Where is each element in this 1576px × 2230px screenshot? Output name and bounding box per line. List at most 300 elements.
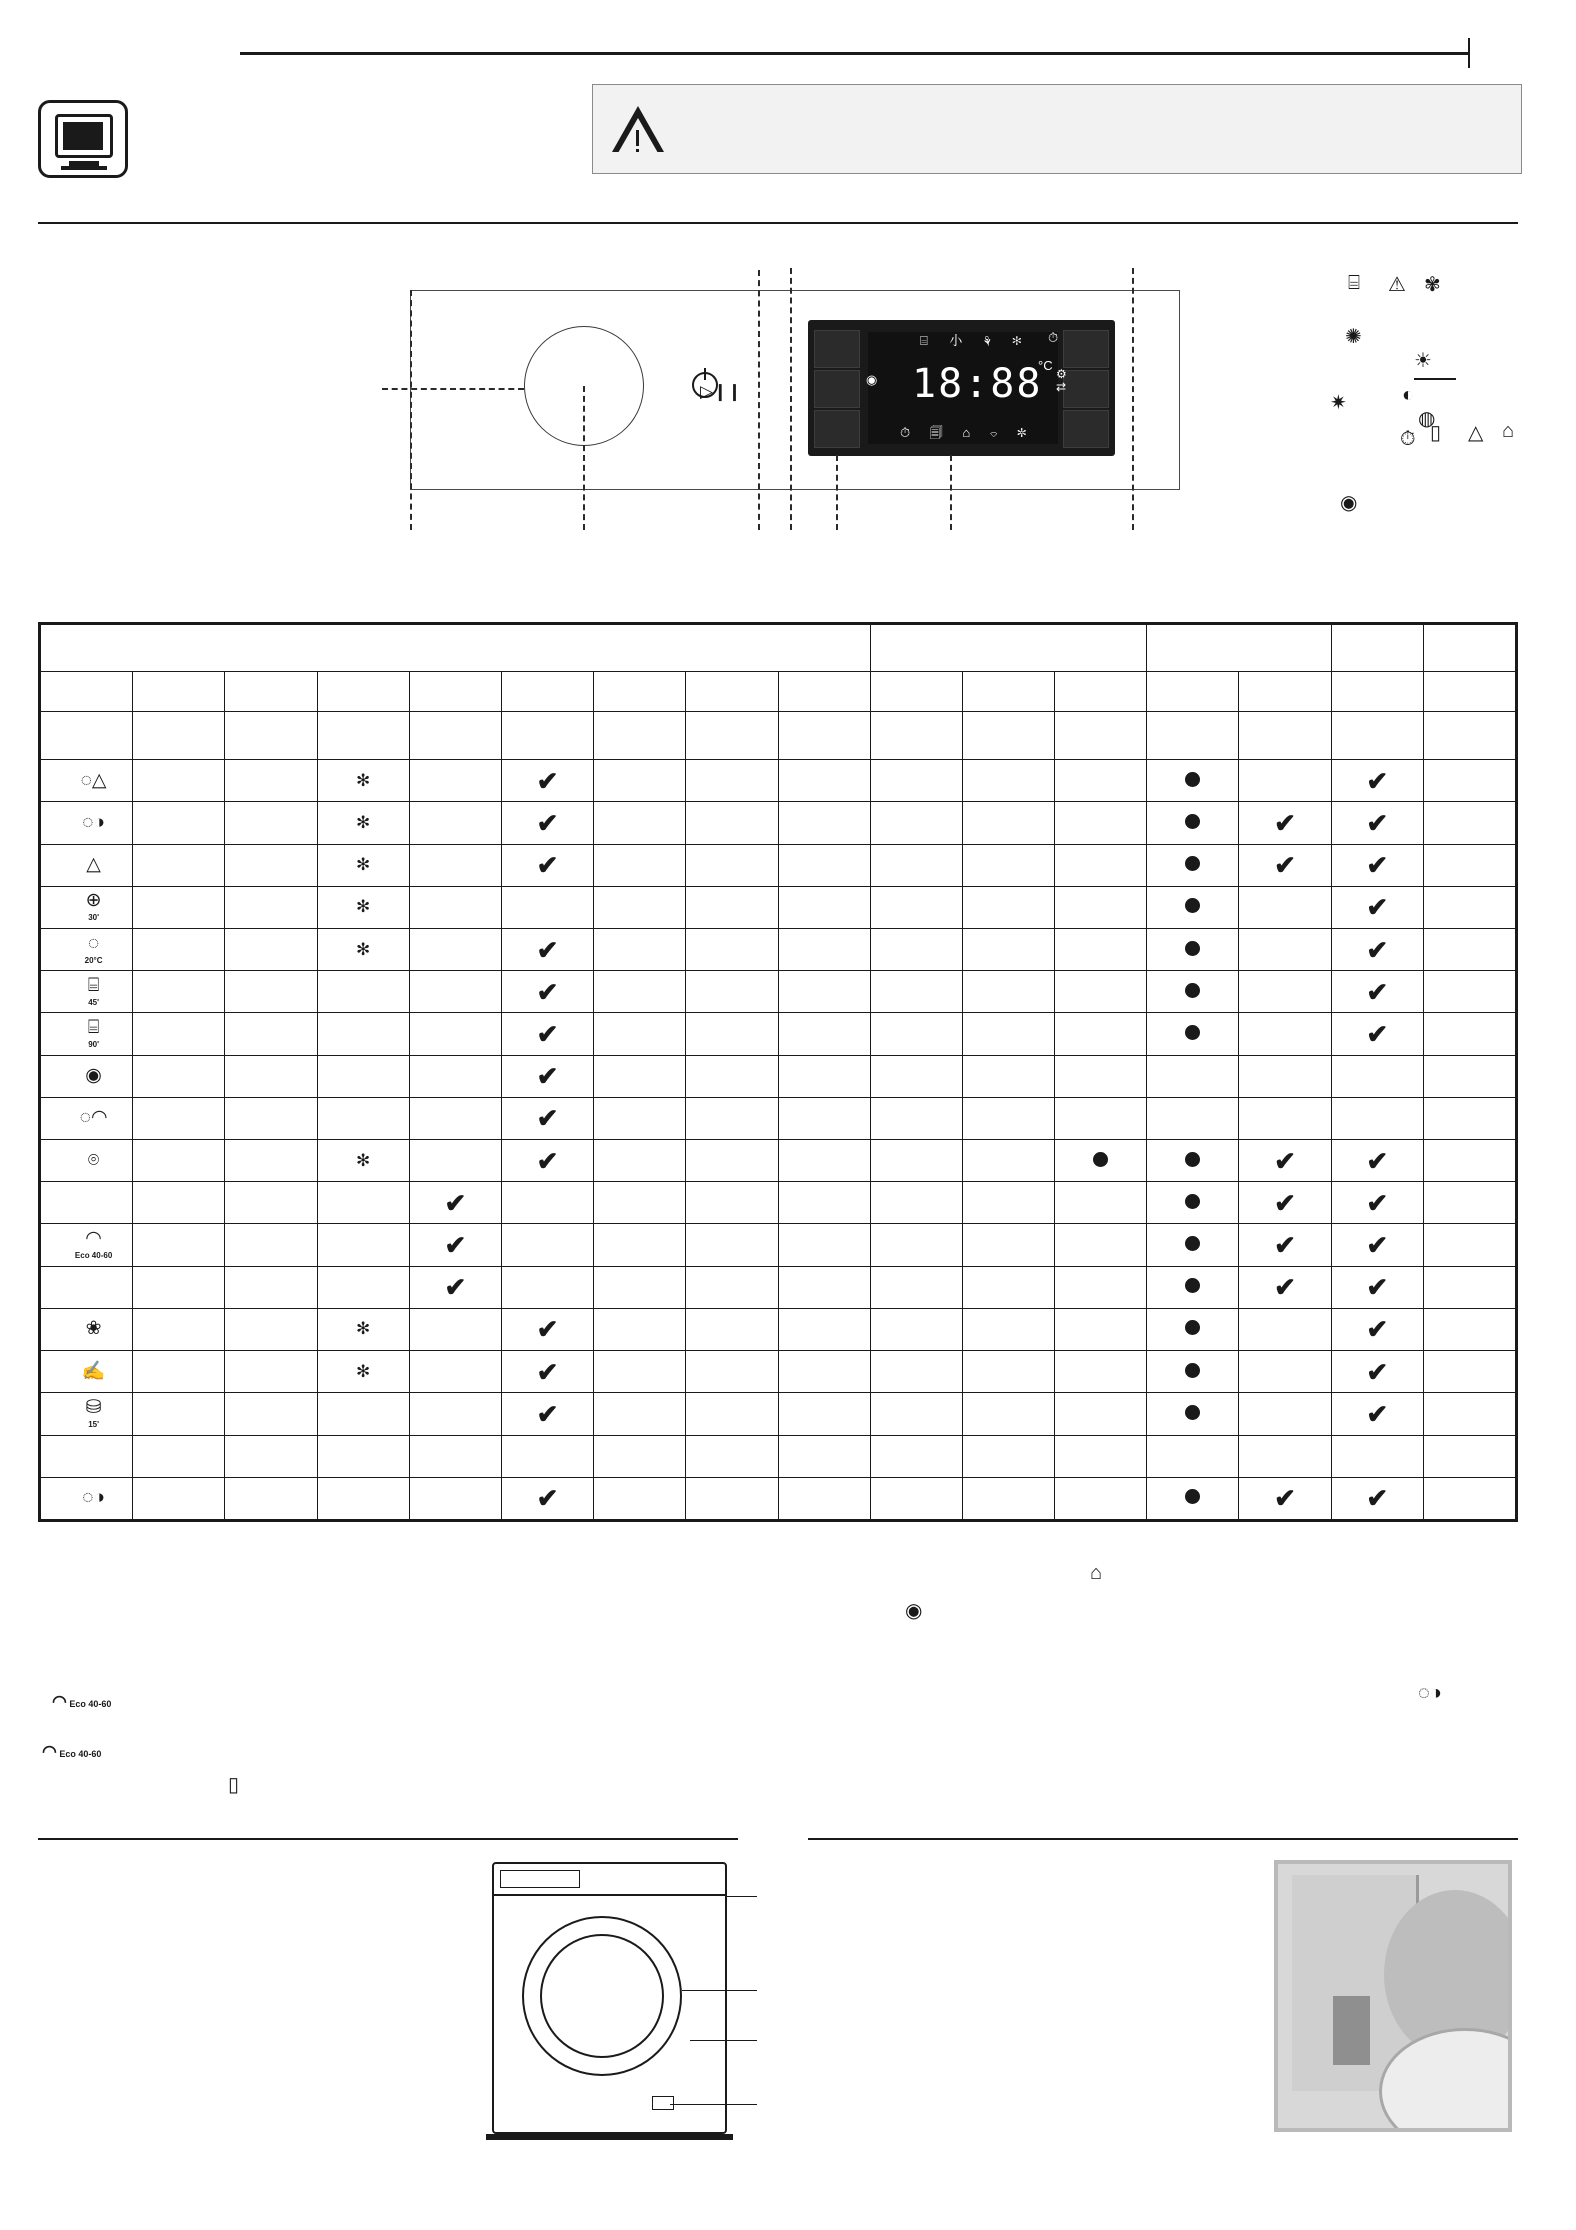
panel-button-5[interactable] bbox=[1063, 370, 1109, 408]
callout-line-3 bbox=[583, 386, 585, 530]
table-cell bbox=[1055, 1393, 1147, 1435]
table-cell bbox=[1239, 886, 1331, 928]
table-cell bbox=[962, 971, 1054, 1013]
table-cell bbox=[1147, 760, 1239, 802]
monitor-icon bbox=[38, 100, 128, 178]
table-cell bbox=[594, 1393, 686, 1435]
table-cell bbox=[409, 760, 501, 802]
table-cell bbox=[962, 1351, 1054, 1393]
table-cell bbox=[409, 971, 501, 1013]
header-cell bbox=[594, 671, 686, 711]
callout-line-7 bbox=[950, 455, 952, 530]
table-cell bbox=[594, 886, 686, 928]
table-cell bbox=[1147, 1055, 1239, 1097]
table-cell bbox=[501, 929, 593, 971]
filled-dot bbox=[1185, 1194, 1200, 1209]
table-cell bbox=[1055, 1224, 1147, 1266]
legend-icon-11: △ bbox=[1468, 422, 1484, 444]
table-header-row-1 bbox=[41, 625, 1516, 672]
program-icon-cell bbox=[41, 844, 133, 886]
footnote-1 bbox=[52, 1692, 111, 1712]
table-cell bbox=[501, 886, 593, 928]
table-cell bbox=[225, 1013, 317, 1055]
legend-icon-4: ✺ bbox=[1345, 326, 1362, 348]
cold-wash-icon: ✻ bbox=[356, 1150, 371, 1170]
legend-icon-9: ⏱ bbox=[1400, 428, 1416, 450]
warning-banner bbox=[592, 84, 1522, 174]
program-icon-cell bbox=[41, 1055, 133, 1097]
table-cell bbox=[1423, 1224, 1515, 1266]
table-cell bbox=[225, 971, 317, 1013]
check-mark: ✔ bbox=[536, 765, 559, 796]
table-row bbox=[41, 1224, 1516, 1266]
table-cell bbox=[225, 802, 317, 844]
table-cell bbox=[870, 1182, 962, 1224]
program-icon-cell bbox=[41, 1182, 133, 1224]
table-cell bbox=[778, 1097, 870, 1139]
table-cell bbox=[409, 844, 501, 886]
filled-dot bbox=[1185, 1489, 1200, 1504]
footnote-2-label: Eco 40-60 bbox=[59, 1749, 102, 1759]
table-cell bbox=[686, 1182, 778, 1224]
table-cell bbox=[962, 844, 1054, 886]
table-cell bbox=[686, 760, 778, 802]
table-cell bbox=[778, 1224, 870, 1266]
table-cell bbox=[1331, 1097, 1423, 1139]
table-cell bbox=[1055, 1435, 1147, 1477]
table-cell bbox=[1331, 1351, 1423, 1393]
header-cell bbox=[778, 671, 870, 711]
check-mark: ✔ bbox=[1366, 850, 1389, 881]
table-cell bbox=[594, 1477, 686, 1519]
table-cell bbox=[594, 1308, 686, 1350]
table-cell bbox=[501, 1182, 593, 1224]
table-cell bbox=[962, 1393, 1054, 1435]
table-cell bbox=[409, 1055, 501, 1097]
table-cell bbox=[1055, 1140, 1147, 1182]
display-temp-unit: °C bbox=[1038, 358, 1053, 373]
table-cell bbox=[870, 844, 962, 886]
program-icon-cell bbox=[41, 1140, 133, 1182]
table-cell bbox=[962, 1477, 1054, 1519]
header-cell bbox=[225, 671, 317, 711]
table-cell bbox=[962, 1435, 1054, 1477]
washer-lead-3 bbox=[690, 2040, 757, 2041]
table-cell bbox=[317, 1351, 409, 1393]
table-cell bbox=[778, 1351, 870, 1393]
table-cell bbox=[778, 886, 870, 928]
table-row bbox=[41, 1182, 1516, 1224]
table-cell bbox=[1147, 802, 1239, 844]
legend-icon-5: ☀ bbox=[1414, 350, 1432, 372]
table-cell bbox=[870, 1097, 962, 1139]
program-icon-label: 15' bbox=[88, 1419, 99, 1429]
table-cell bbox=[1331, 1224, 1423, 1266]
table-cell bbox=[778, 1140, 870, 1182]
table-cell bbox=[225, 760, 317, 802]
footnote-2 bbox=[42, 1742, 101, 1762]
washer-filter-hatch bbox=[652, 2096, 674, 2110]
display-bottom-icons: ⏱ 🗐 ⌂ ⌔ ✼ bbox=[900, 425, 1035, 440]
header-cell bbox=[870, 625, 1147, 672]
program-icon-label: 20°C bbox=[84, 955, 103, 965]
table-cell bbox=[501, 1097, 593, 1139]
table-cell bbox=[1239, 1097, 1331, 1139]
header-cell bbox=[1055, 671, 1147, 711]
check-mark: ✔ bbox=[1366, 1230, 1389, 1261]
legend-icon-12: ⌂ bbox=[1502, 420, 1515, 442]
panel-button-1[interactable] bbox=[814, 330, 860, 368]
table-cell bbox=[686, 1097, 778, 1139]
panel-button-3[interactable] bbox=[814, 410, 860, 448]
legend-icon-3: ✾ bbox=[1424, 274, 1441, 296]
header-cell bbox=[870, 671, 962, 711]
table-cell bbox=[778, 802, 870, 844]
table-cell bbox=[1147, 1140, 1239, 1182]
check-mark: ✔ bbox=[1366, 1145, 1389, 1176]
table-cell bbox=[409, 802, 501, 844]
table-cell bbox=[225, 929, 317, 971]
footnote-1-label: Eco 40-60 bbox=[69, 1699, 112, 1709]
table-cell bbox=[501, 1224, 593, 1266]
table-cell bbox=[1147, 844, 1239, 886]
table-cell bbox=[962, 886, 1054, 928]
start-pause-button[interactable]: ▷❙❙ bbox=[700, 382, 742, 401]
table-cell bbox=[594, 1182, 686, 1224]
table-cell bbox=[409, 1224, 501, 1266]
program-icon: ⊕ bbox=[85, 890, 102, 912]
display-top-icons: ⌸ 小 ⚘ ✻ bbox=[920, 333, 1031, 348]
table-cell bbox=[686, 1308, 778, 1350]
check-mark: ✔ bbox=[536, 976, 559, 1007]
table-cell bbox=[1331, 1055, 1423, 1097]
warning-exclamation-bar bbox=[636, 130, 639, 146]
program-icon: ◌ bbox=[87, 932, 100, 954]
check-mark: ✔ bbox=[536, 1061, 559, 1092]
table-cell bbox=[1331, 844, 1423, 886]
header-cell bbox=[409, 711, 501, 760]
header-cell bbox=[686, 671, 778, 711]
table-cell bbox=[1055, 1013, 1147, 1055]
table-row bbox=[41, 1393, 1516, 1435]
table-cell bbox=[1147, 1097, 1239, 1139]
table-cell bbox=[317, 929, 409, 971]
note-icon-a: ◉ bbox=[905, 1600, 923, 1622]
table-cell bbox=[225, 1435, 317, 1477]
table-cell bbox=[133, 1140, 225, 1182]
table-cell bbox=[870, 1477, 962, 1519]
table-row bbox=[41, 1351, 1516, 1393]
table-cell bbox=[1239, 844, 1331, 886]
callout-line-4 bbox=[758, 270, 760, 530]
section-divider bbox=[38, 222, 1518, 224]
table-cell bbox=[317, 1013, 409, 1055]
table-cell bbox=[317, 971, 409, 1013]
check-mark: ✔ bbox=[1274, 1145, 1296, 1176]
table-cell bbox=[870, 1055, 962, 1097]
header-cell bbox=[1423, 671, 1515, 711]
program-icon-label: Eco 40-60 bbox=[74, 1251, 113, 1261]
table-cell bbox=[594, 1055, 686, 1097]
table-row bbox=[41, 1477, 1516, 1519]
table-cell bbox=[225, 1055, 317, 1097]
table-cell bbox=[501, 1013, 593, 1055]
program-icon: ⌾ bbox=[87, 1149, 100, 1171]
table-cell bbox=[1055, 1477, 1147, 1519]
table-cell bbox=[317, 886, 409, 928]
table-row bbox=[41, 1266, 1516, 1308]
table-cell bbox=[501, 1351, 593, 1393]
table-cell bbox=[870, 1435, 962, 1477]
check-mark: ✔ bbox=[1366, 892, 1389, 923]
callout-line-6 bbox=[836, 455, 838, 530]
table-cell bbox=[1423, 1182, 1515, 1224]
table-cell bbox=[778, 760, 870, 802]
table-cell bbox=[962, 1097, 1054, 1139]
table-cell bbox=[594, 1097, 686, 1139]
table-cell bbox=[317, 1182, 409, 1224]
program-icon-cell bbox=[41, 886, 133, 928]
program-icon-cell bbox=[41, 1013, 133, 1055]
check-mark: ✔ bbox=[1274, 1187, 1296, 1218]
header-cell bbox=[1423, 711, 1515, 760]
header-cell bbox=[317, 671, 409, 711]
table-cell bbox=[1331, 886, 1423, 928]
header-cell bbox=[686, 711, 778, 760]
table-cell bbox=[686, 1435, 778, 1477]
table-cell bbox=[1331, 1013, 1423, 1055]
table-cell bbox=[870, 1393, 962, 1435]
table-cell bbox=[1239, 1224, 1331, 1266]
header-cell bbox=[1331, 711, 1423, 760]
washer-lead-2 bbox=[682, 1990, 757, 1991]
table-cell bbox=[133, 1097, 225, 1139]
header-cell bbox=[1147, 711, 1239, 760]
header-cell bbox=[1147, 671, 1239, 711]
table-row bbox=[41, 1435, 1516, 1477]
table-cell bbox=[1331, 1393, 1423, 1435]
footnote-1-icon: ◠ bbox=[52, 1692, 67, 1711]
header-cell bbox=[41, 711, 133, 760]
table-cell bbox=[1423, 802, 1515, 844]
table-cell bbox=[686, 844, 778, 886]
table-cell bbox=[1239, 760, 1331, 802]
table-row bbox=[41, 844, 1516, 886]
table-cell bbox=[962, 760, 1054, 802]
program-icon-cell bbox=[41, 1266, 133, 1308]
header-cell bbox=[962, 711, 1054, 760]
table-cell bbox=[1331, 1182, 1423, 1224]
check-mark: ✔ bbox=[536, 1483, 559, 1514]
table-cell bbox=[225, 1266, 317, 1308]
photo-filter-cap bbox=[1333, 1996, 1370, 2065]
cold-wash-icon: ✻ bbox=[356, 939, 371, 959]
table-cell bbox=[133, 886, 225, 928]
program-icon-label: 30' bbox=[88, 913, 99, 923]
check-mark: ✔ bbox=[536, 934, 559, 965]
cold-wash-icon: ✻ bbox=[356, 1319, 371, 1339]
check-mark: ✔ bbox=[536, 1145, 559, 1176]
program-icon-cell bbox=[41, 1308, 133, 1350]
program-icon-cell bbox=[41, 1097, 133, 1139]
table-cell bbox=[778, 1013, 870, 1055]
legend-icon-6: ✷ bbox=[1330, 392, 1347, 414]
callout-line-8 bbox=[1132, 268, 1134, 530]
table-cell bbox=[1331, 929, 1423, 971]
table-cell bbox=[133, 1351, 225, 1393]
table-cell bbox=[1423, 1435, 1515, 1477]
cold-wash-icon: ✻ bbox=[356, 855, 371, 875]
table-cell bbox=[1331, 1477, 1423, 1519]
table-cell bbox=[1055, 1182, 1147, 1224]
check-mark: ✔ bbox=[1366, 765, 1389, 796]
table-cell bbox=[962, 1308, 1054, 1350]
cold-wash-icon: ✻ bbox=[356, 897, 371, 917]
table-cell bbox=[1423, 1140, 1515, 1182]
table-row bbox=[41, 929, 1516, 971]
table-cell bbox=[686, 1351, 778, 1393]
filled-dot bbox=[1185, 983, 1200, 998]
program-icon-cell bbox=[41, 1351, 133, 1393]
program-icon: ◌◑ bbox=[82, 1487, 105, 1509]
table-cell bbox=[962, 1013, 1054, 1055]
panel-button-2[interactable] bbox=[814, 370, 860, 408]
check-mark: ✔ bbox=[536, 808, 559, 839]
program-icon: ◌△ bbox=[80, 769, 107, 791]
filter-photo-inner bbox=[1278, 1864, 1508, 2128]
top-divider-tick bbox=[1468, 38, 1470, 68]
program-icon-cell bbox=[41, 760, 133, 802]
table-cell bbox=[686, 802, 778, 844]
header-cell bbox=[409, 671, 501, 711]
table-cell bbox=[1423, 1055, 1515, 1097]
table-row bbox=[41, 971, 1516, 1013]
check-mark: ✔ bbox=[1274, 850, 1296, 881]
legend-icon-7: ◐ bbox=[1402, 384, 1415, 406]
callout-line-5 bbox=[790, 268, 792, 530]
table-cell bbox=[962, 802, 1054, 844]
table-cell bbox=[501, 1435, 593, 1477]
filled-dot bbox=[1185, 814, 1200, 829]
check-mark: ✔ bbox=[1274, 1272, 1296, 1303]
washer-lead-4 bbox=[670, 2104, 757, 2105]
table-cell bbox=[1239, 929, 1331, 971]
program-icon: ⌸ bbox=[87, 1017, 100, 1039]
check-mark: ✔ bbox=[1366, 1483, 1389, 1514]
header-cell bbox=[41, 671, 133, 711]
check-mark: ✔ bbox=[536, 1314, 559, 1345]
callout-line-2 bbox=[382, 388, 524, 390]
program-icon: ❀ bbox=[85, 1318, 102, 1340]
filled-dot bbox=[1185, 1363, 1200, 1378]
monitor-screen-icon bbox=[55, 114, 113, 158]
legend-icon-13: ◉ bbox=[1340, 492, 1358, 514]
table-cell bbox=[870, 802, 962, 844]
table-cell bbox=[409, 1266, 501, 1308]
table-cell bbox=[133, 1224, 225, 1266]
table-cell bbox=[870, 929, 962, 971]
table-cell bbox=[594, 1266, 686, 1308]
header-cell bbox=[501, 671, 593, 711]
table-cell bbox=[133, 1182, 225, 1224]
header-cell bbox=[1423, 625, 1515, 672]
washer-lead-1 bbox=[727, 1896, 757, 1897]
table-cell bbox=[409, 1097, 501, 1139]
program-icon-cell bbox=[41, 971, 133, 1013]
bottom-divider-left bbox=[38, 1838, 738, 1840]
table-cell bbox=[1331, 760, 1423, 802]
program-icon-cell bbox=[41, 1224, 133, 1266]
table-cell bbox=[1331, 1435, 1423, 1477]
table-cell bbox=[686, 1224, 778, 1266]
header-cell bbox=[501, 711, 593, 760]
table-cell bbox=[501, 844, 593, 886]
program-icon: ◠ bbox=[85, 1228, 102, 1250]
table-cell bbox=[1239, 1435, 1331, 1477]
table-cell bbox=[317, 1224, 409, 1266]
table-cell bbox=[594, 1351, 686, 1393]
legend-icon-8: ◍ bbox=[1418, 408, 1436, 430]
footnote-right-icon: ◌◑ bbox=[1418, 1682, 1442, 1704]
table-cell bbox=[1423, 1477, 1515, 1519]
bottom-divider-right bbox=[808, 1838, 1518, 1840]
check-mark: ✔ bbox=[444, 1230, 467, 1261]
check-mark: ✔ bbox=[536, 1356, 559, 1387]
filter-photo bbox=[1274, 1860, 1512, 2132]
table-cell bbox=[317, 1140, 409, 1182]
header-cell bbox=[594, 711, 686, 760]
check-mark: ✔ bbox=[444, 1272, 467, 1303]
table-row bbox=[41, 1013, 1516, 1055]
check-mark: ✔ bbox=[1366, 1187, 1389, 1218]
display-left-icon: ◉ bbox=[866, 372, 878, 387]
legend-line bbox=[1414, 378, 1456, 380]
table-cell bbox=[778, 844, 870, 886]
table-cell bbox=[778, 1477, 870, 1519]
header-cell bbox=[962, 671, 1054, 711]
table-cell bbox=[133, 1435, 225, 1477]
program-icon-cell bbox=[41, 1393, 133, 1435]
table-cell bbox=[870, 1308, 962, 1350]
table-row bbox=[41, 1055, 1516, 1097]
table-cell bbox=[1055, 802, 1147, 844]
table-cell bbox=[594, 802, 686, 844]
table-cell bbox=[501, 1140, 593, 1182]
table-cell bbox=[1147, 1308, 1239, 1350]
filled-dot bbox=[1185, 898, 1200, 913]
check-mark: ✔ bbox=[1366, 808, 1389, 839]
table-cell bbox=[1147, 1477, 1239, 1519]
table-cell bbox=[409, 1477, 501, 1519]
table-cell bbox=[870, 760, 962, 802]
check-mark: ✔ bbox=[536, 1398, 559, 1429]
table-cell bbox=[1239, 1266, 1331, 1308]
monitor-base-icon bbox=[61, 166, 107, 170]
table-cell bbox=[962, 1140, 1054, 1182]
table-cell bbox=[1239, 802, 1331, 844]
filled-dot bbox=[1185, 1320, 1200, 1335]
header-cell bbox=[870, 711, 962, 760]
table-cell bbox=[962, 1182, 1054, 1224]
table-cell bbox=[317, 1477, 409, 1519]
table-cell bbox=[594, 1224, 686, 1266]
header-cell bbox=[1239, 671, 1331, 711]
table-cell bbox=[501, 1308, 593, 1350]
table-cell bbox=[594, 760, 686, 802]
table-cell bbox=[686, 971, 778, 1013]
check-mark: ✔ bbox=[1366, 1019, 1389, 1050]
program-icon-cell bbox=[41, 929, 133, 971]
